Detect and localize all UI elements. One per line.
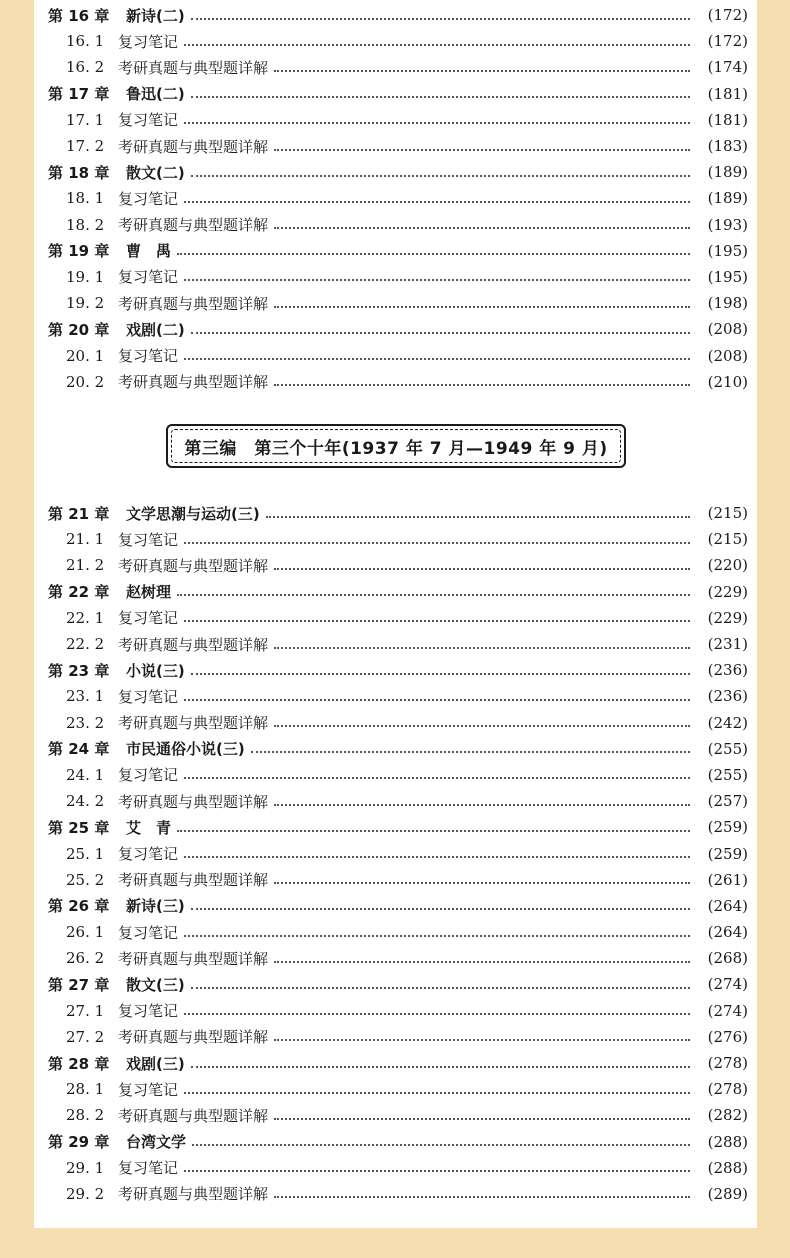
chapter-title: 曹 禺	[126, 242, 172, 261]
dot-leader	[191, 907, 690, 910]
section-title: 考研真题与典型题详解	[118, 949, 269, 968]
dot-leader	[191, 17, 690, 20]
chapter-number: 第 24 章	[48, 740, 110, 759]
section-title: 考研真题与典型题详解	[118, 216, 269, 235]
section-title: 复习笔记	[118, 111, 179, 130]
dot-leader	[184, 1091, 690, 1094]
section-number: 28. 2	[66, 1106, 105, 1125]
dot-leader	[274, 305, 690, 308]
page-number: (172)	[707, 32, 748, 51]
section-number: 28. 1	[66, 1080, 105, 1099]
page-number: (220)	[707, 556, 748, 575]
chapter-title: 戏剧(二)	[126, 320, 185, 339]
chapter-title: 文学思潮与运动(三)	[126, 504, 260, 523]
dot-leader	[184, 698, 690, 701]
page-number: (229)	[707, 608, 748, 627]
dot-leader	[184, 1169, 690, 1172]
toc-chapter-row[interactable]	[48, 736, 748, 762]
section-number: 22. 2	[66, 635, 105, 654]
toc-section-row[interactable]	[48, 998, 748, 1024]
section-title: 考研真题与典型题详解	[118, 58, 269, 77]
section-number: 29. 1	[66, 1158, 105, 1177]
toc-section-row[interactable]	[48, 1024, 748, 1050]
page-number: (231)	[707, 635, 748, 654]
page-number: (264)	[707, 896, 748, 915]
toc-section-row[interactable]	[48, 264, 748, 290]
section-number: 27. 2	[66, 1027, 105, 1046]
toc-section-row[interactable]	[48, 867, 748, 893]
page-number: (172)	[707, 6, 748, 25]
toc-section-row[interactable]	[48, 1076, 748, 1102]
section-title: 复习笔记	[118, 766, 179, 785]
section-title: 复习笔记	[118, 687, 179, 706]
dot-leader	[184, 855, 690, 858]
toc-section-row[interactable]	[48, 631, 748, 657]
chapter-number: 第 17 章	[48, 85, 110, 104]
section-number: 24. 1	[66, 765, 105, 784]
section-title: 考研真题与典型题详解	[118, 714, 269, 733]
toc-chapter-row[interactable]	[48, 81, 748, 107]
page-number: (195)	[707, 267, 748, 286]
toc-section-row[interactable]	[48, 369, 748, 395]
dot-leader	[191, 331, 690, 334]
section-number: 18. 2	[66, 215, 105, 234]
dot-leader	[177, 829, 690, 832]
chapter-title: 戏剧(三)	[126, 1054, 185, 1073]
section-title: 复习笔记	[118, 347, 179, 366]
dot-leader	[274, 724, 690, 727]
page-number: (268)	[707, 949, 748, 968]
toc-section-row[interactable]	[48, 290, 748, 316]
dot-leader	[191, 95, 690, 98]
dot-leader	[274, 148, 690, 151]
page-number: (198)	[707, 294, 748, 313]
page-number: (278)	[707, 1054, 748, 1073]
section-title: 复习笔记	[118, 1002, 179, 1021]
chapter-title: 新诗(二)	[126, 6, 185, 25]
chapter-title: 艾 青	[126, 818, 172, 837]
toc-section-row[interactable]	[48, 107, 748, 133]
page-number: (274)	[707, 975, 748, 994]
toc-section-row[interactable]	[48, 28, 748, 54]
chapter-number: 第 21 章	[48, 504, 110, 523]
section-number: 20. 2	[66, 372, 105, 391]
section-title: 复习笔记	[118, 530, 179, 549]
page-number: (181)	[707, 84, 748, 103]
dot-leader	[184, 43, 690, 46]
chapter-number: 第 29 章	[48, 1133, 110, 1152]
page-number: (257)	[707, 792, 748, 811]
toc-chapter-row[interactable]	[48, 1129, 748, 1155]
page-number: (189)	[707, 189, 748, 208]
section-number: 23. 2	[66, 713, 105, 732]
page-number: (255)	[707, 739, 748, 758]
page-number: (261)	[707, 870, 748, 889]
section-number: 19. 1	[66, 267, 105, 286]
page-number: (259)	[707, 844, 748, 863]
page-number: (210)	[707, 372, 748, 391]
section-title: 考研真题与典型题详解	[118, 1185, 269, 1204]
page-number: (288)	[707, 1132, 748, 1151]
toc-chapter-row[interactable]	[48, 893, 748, 919]
section-number: 16. 2	[66, 58, 105, 77]
toc-page	[34, 0, 757, 1228]
dot-leader	[184, 619, 690, 622]
page-number: (229)	[707, 582, 748, 601]
dot-leader	[266, 515, 690, 518]
section-number: 18. 1	[66, 189, 105, 208]
page-number: (236)	[707, 687, 748, 706]
page-number: (255)	[707, 765, 748, 784]
section-title: 复习笔记	[118, 1159, 179, 1178]
section-title: 复习笔记	[118, 609, 179, 628]
page-number: (278)	[707, 1080, 748, 1099]
page-number: (242)	[707, 713, 748, 732]
dot-leader	[192, 1143, 690, 1146]
section-title: 考研真题与典型题详解	[118, 635, 269, 654]
section-title: 考研真题与典型题详解	[118, 556, 269, 575]
page-number: (181)	[707, 110, 748, 129]
section-title: 考研真题与典型题详解	[118, 294, 269, 313]
chapter-number: 第 27 章	[48, 975, 110, 994]
section-number: 21. 1	[66, 530, 105, 549]
part-header	[166, 424, 626, 468]
dot-leader	[274, 69, 690, 72]
section-number: 25. 2	[66, 870, 105, 889]
section-number: 29. 2	[66, 1184, 105, 1203]
toc-section-row[interactable]	[48, 788, 748, 814]
dot-leader	[177, 252, 690, 255]
dot-leader	[274, 646, 690, 649]
dot-leader	[191, 1065, 690, 1068]
section-title: 复习笔记	[118, 923, 179, 942]
page-number: (215)	[707, 504, 748, 523]
toc-section-row[interactable]	[48, 185, 748, 211]
page-number: (274)	[707, 1001, 748, 1020]
toc-list-part2	[48, 2, 748, 395]
section-title: 考研真题与典型题详解	[118, 1106, 269, 1125]
dot-leader	[274, 803, 690, 806]
section-title: 复习笔记	[118, 32, 179, 51]
section-number: 27. 1	[66, 1001, 105, 1020]
page-number: (174)	[707, 58, 748, 77]
chapter-number: 第 20 章	[48, 320, 110, 339]
toc-chapter-row[interactable]	[48, 316, 748, 342]
dot-leader	[184, 278, 690, 281]
dot-leader	[274, 1195, 690, 1198]
page-number: (236)	[707, 661, 748, 680]
chapter-title: 散文(二)	[126, 163, 185, 182]
toc-chapter-row[interactable]	[48, 500, 748, 526]
chapter-number: 第 22 章	[48, 583, 110, 602]
dot-leader	[274, 226, 690, 229]
part-title: 第三编 第三个十年(1937 年 7 月—1949 年 9 月)	[184, 438, 608, 459]
toc-chapter-row[interactable]	[48, 159, 748, 185]
toc-section-row[interactable]	[48, 133, 748, 159]
chapter-title: 鲁迅(二)	[126, 85, 185, 104]
section-title: 考研真题与典型题详解	[118, 373, 269, 392]
dot-leader	[184, 1012, 690, 1015]
page-number: (282)	[707, 1106, 748, 1125]
section-number: 16. 1	[66, 32, 105, 51]
section-number: 26. 2	[66, 949, 105, 968]
section-title: 考研真题与典型题详解	[118, 792, 269, 811]
section-number: 17. 1	[66, 110, 105, 129]
dot-leader	[184, 934, 690, 937]
chapter-title: 台湾文学	[126, 1133, 187, 1152]
section-number: 25. 1	[66, 844, 105, 863]
toc-chapter-row[interactable]	[48, 814, 748, 840]
chapter-number: 第 19 章	[48, 242, 110, 261]
chapter-title: 新诗(三)	[126, 897, 185, 916]
section-title: 复习笔记	[118, 1080, 179, 1099]
page-number: (189)	[707, 163, 748, 182]
toc-section-row[interactable]	[48, 54, 748, 80]
dot-leader	[274, 881, 690, 884]
toc-section-row[interactable]	[48, 710, 748, 736]
page-number: (208)	[707, 346, 748, 365]
dot-leader	[274, 960, 690, 963]
dot-leader	[251, 750, 690, 753]
dot-leader	[274, 1117, 690, 1120]
dot-leader	[274, 1038, 690, 1041]
dot-leader	[184, 200, 690, 203]
section-title: 考研真题与典型题详解	[118, 1028, 269, 1047]
page-number: (276)	[707, 1027, 748, 1046]
dot-leader	[184, 121, 690, 124]
toc-chapter-row[interactable]	[48, 1050, 748, 1076]
chapter-title: 赵树理	[126, 583, 172, 602]
page-number: (195)	[707, 241, 748, 260]
section-number: 24. 2	[66, 792, 105, 811]
section-title: 考研真题与典型题详解	[118, 137, 269, 156]
toc-section-row[interactable]	[48, 526, 748, 552]
toc-section-row[interactable]	[48, 1102, 748, 1128]
toc-list-part3	[48, 500, 748, 1207]
chapter-number: 第 26 章	[48, 897, 110, 916]
toc-section-row[interactable]	[48, 683, 748, 709]
toc-section-row[interactable]	[48, 342, 748, 368]
toc-chapter-row[interactable]	[48, 579, 748, 605]
toc-section-row[interactable]	[48, 840, 748, 866]
toc-chapter-row[interactable]	[48, 971, 748, 997]
page-number: (183)	[707, 137, 748, 156]
toc-section-row[interactable]	[48, 605, 748, 631]
dot-leader	[184, 776, 690, 779]
dot-leader	[177, 593, 690, 596]
section-number: 19. 2	[66, 294, 105, 313]
page-number: (289)	[707, 1184, 748, 1203]
toc-section-row[interactable]	[48, 919, 748, 945]
section-number: 22. 1	[66, 608, 105, 627]
page-number: (264)	[707, 923, 748, 942]
dot-leader	[184, 541, 690, 544]
toc-section-row[interactable]	[48, 1155, 748, 1181]
toc-section-row[interactable]	[48, 552, 748, 578]
section-title: 考研真题与典型题详解	[118, 871, 269, 890]
section-number: 23. 1	[66, 687, 105, 706]
chapter-number: 第 25 章	[48, 818, 110, 837]
chapter-title: 小说(三)	[126, 661, 185, 680]
page-number: (259)	[707, 818, 748, 837]
chapter-number: 第 18 章	[48, 163, 110, 182]
section-title: 复习笔记	[118, 189, 179, 208]
chapter-number: 第 28 章	[48, 1054, 110, 1073]
page-number: (288)	[707, 1158, 748, 1177]
dot-leader	[191, 174, 690, 177]
toc-section-row[interactable]	[48, 1181, 748, 1207]
toc-chapter-row[interactable]	[48, 657, 748, 683]
toc-chapter-row[interactable]	[48, 2, 748, 28]
dot-leader	[184, 357, 690, 360]
section-title: 复习笔记	[118, 268, 179, 287]
section-number: 20. 1	[66, 346, 105, 365]
toc-chapter-row[interactable]	[48, 238, 748, 264]
chapter-title: 散文(三)	[126, 975, 185, 994]
page-number: (215)	[707, 530, 748, 549]
page-number: (193)	[707, 215, 748, 234]
section-title: 复习笔记	[118, 845, 179, 864]
toc-section-row[interactable]	[48, 762, 748, 788]
chapter-title: 市民通俗小说(三)	[126, 740, 245, 759]
chapter-number: 第 23 章	[48, 661, 110, 680]
section-number: 26. 1	[66, 923, 105, 942]
dot-leader	[274, 567, 690, 570]
dot-leader	[274, 383, 690, 386]
toc-section-row[interactable]	[48, 945, 748, 971]
toc-section-row[interactable]	[48, 212, 748, 238]
dot-leader	[191, 672, 690, 675]
page-number: (208)	[707, 320, 748, 339]
section-number: 21. 2	[66, 556, 105, 575]
dot-leader	[191, 986, 690, 989]
section-number: 17. 2	[66, 137, 105, 156]
chapter-number: 第 16 章	[48, 6, 110, 25]
